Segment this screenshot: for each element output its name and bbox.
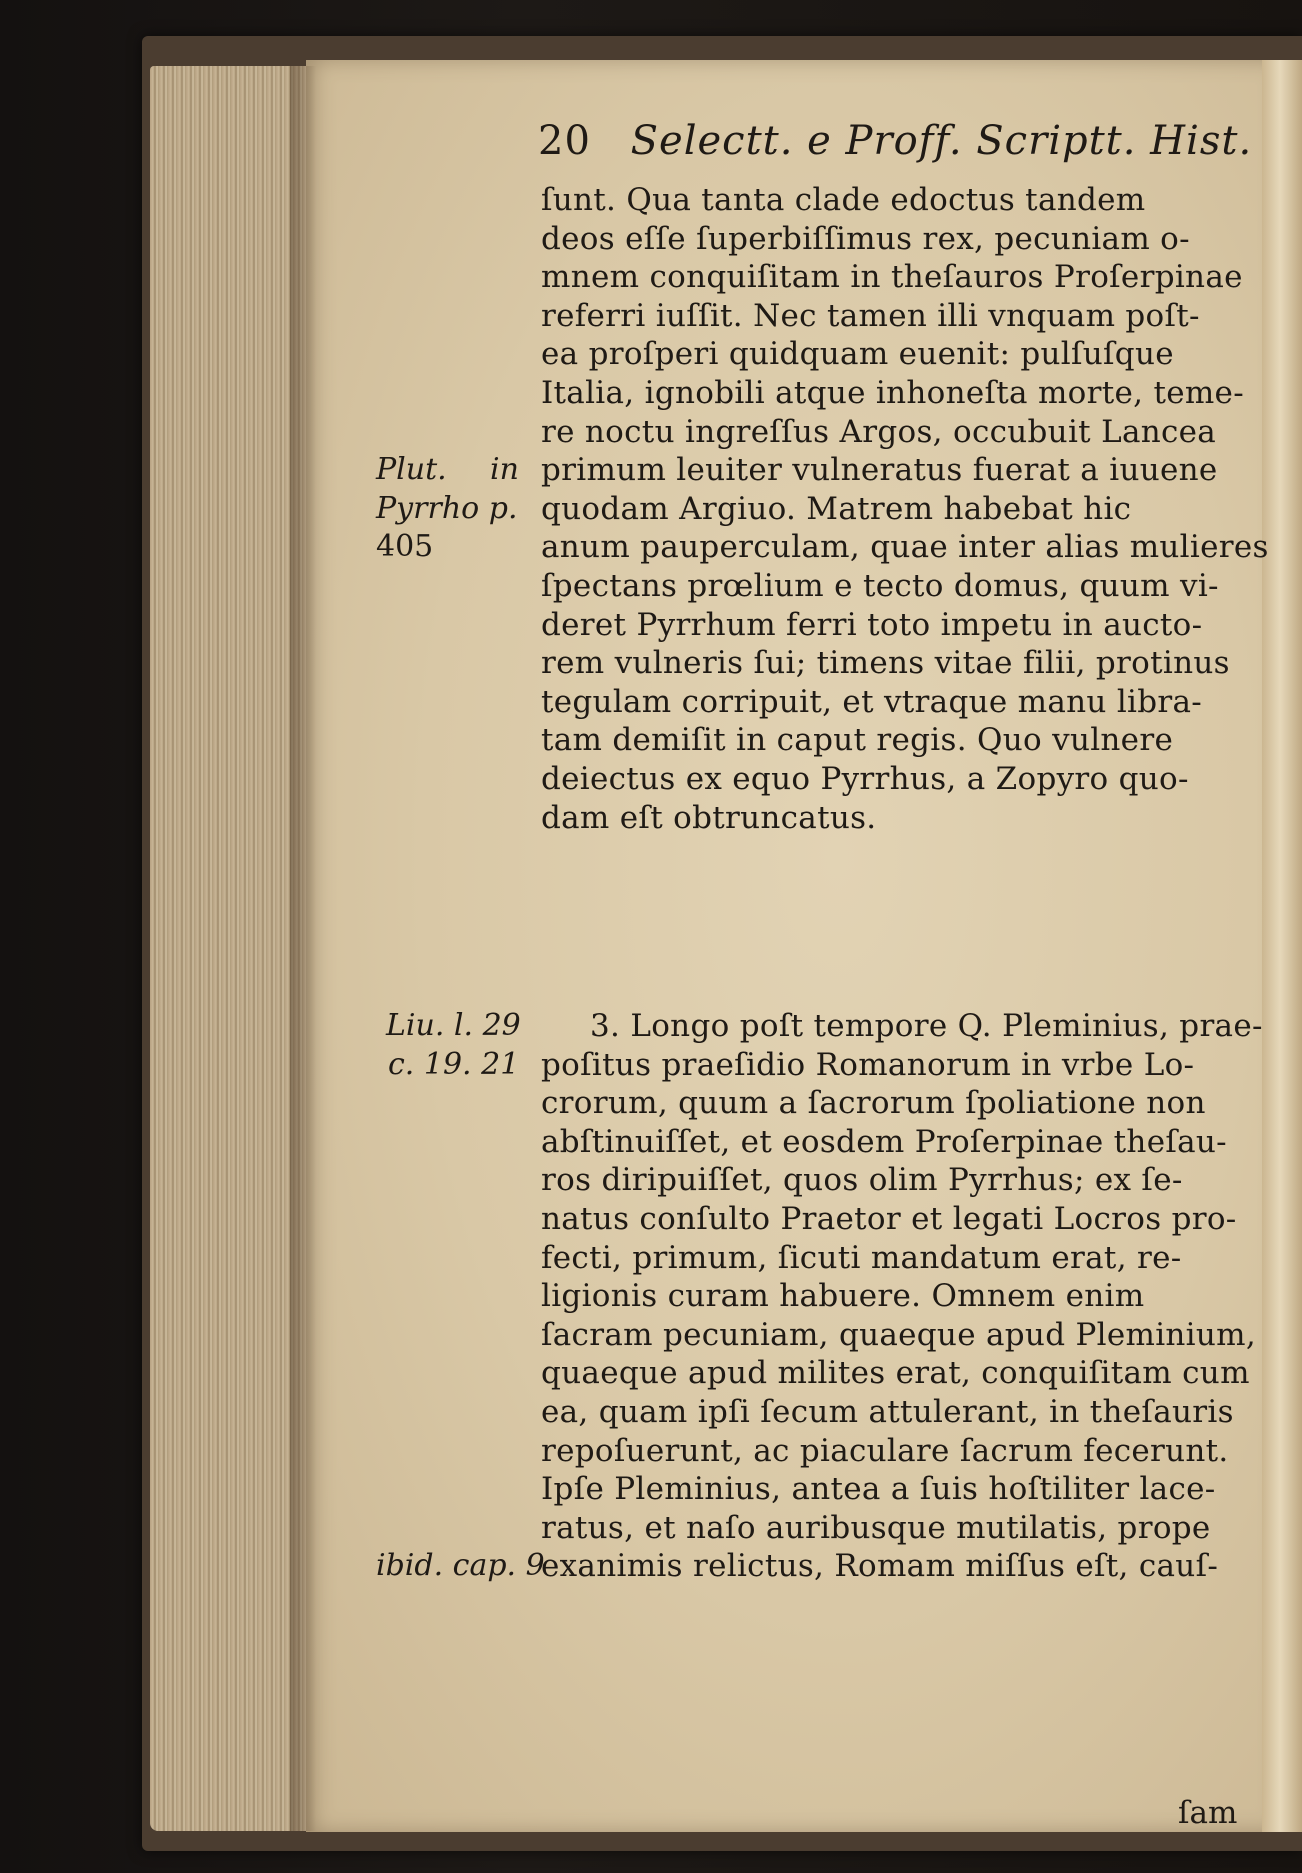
text-line: ſacram pecuniam, quaeque apud Pleminium,: [541, 1316, 1257, 1353]
text-line: ligionis curam habuere. Omnem enim: [541, 1278, 1145, 1315]
text-line: Italia, ignobili atque inhoneſta morte, teme-: [541, 375, 1244, 411]
text-line: primum leuiter vulneratus fuerat a iuuene: [541, 452, 1218, 489]
margin-note: 405: [376, 529, 434, 565]
page-edges: [150, 66, 310, 1831]
text-line: rem vulneris ſui; timens vitae filii, protinus: [541, 645, 1230, 682]
text-line: poſitus praeſidio Romanorum in vrbe Lo-: [541, 1046, 1195, 1083]
text-line: ros diripuiſſet, quos olim Pyrrhus; ex ſe-: [541, 1162, 1183, 1199]
margin-note: ibid. cap. 9: [376, 1548, 545, 1584]
text-line: deret Pyrrhum ferri toto impetu in aucto-: [541, 606, 1203, 643]
text-line: anum pauperculam, quae inter alias mulieres: [541, 529, 1269, 566]
text-line: fecti, primum, ſicuti mandatum erat, re-: [541, 1239, 1182, 1276]
margin-note: c. 19. 21: [388, 1046, 520, 1082]
margin-note: in: [490, 452, 519, 488]
text-line: referri iuſſit. Nec tamen illi vnquam poſt-: [541, 297, 1200, 334]
running-title: Selectt. e Proff. Scriptt. Hist.: [630, 118, 1253, 164]
margin-note: Liu. l. 29: [386, 1008, 521, 1043]
page-number: 20: [538, 118, 591, 164]
text-line: tegulam corripuit, et vtraque manu libra-: [541, 683, 1203, 720]
running-header: [538, 118, 1252, 164]
text-line: crorum, quum a ſacrorum ſpoliatione non: [541, 1085, 1206, 1122]
text-line: mnem conquiſitam in theſauros Proſerpinae: [541, 259, 1243, 296]
text-line: quaeque apud milites erat, conquiſitam cum: [541, 1355, 1250, 1392]
text-line: ea proſperi quidquam euenit: pulſuſque: [541, 336, 1174, 373]
text-line: deos eſſe ſuperbiſſimus rex, pecuniam o-: [541, 220, 1190, 257]
text-line: deiectus ex equo Pyrrhus, a Zopyro quo-: [541, 761, 1189, 797]
margin-note: Plut.: [376, 452, 447, 488]
page-fold: [1262, 60, 1302, 1832]
text-line: quodam Argiuo. Matrem habebat hic: [541, 490, 1132, 527]
text-line: ſunt. Qua tanta clade edoctus tandem: [541, 182, 1146, 218]
text-line: abſtinuiſſet, et eosdem Proſerpinae theſau-: [541, 1123, 1227, 1160]
text-line: ratus, et naſo auribusque mutilatis, prope: [541, 1509, 1211, 1546]
text-line: repoſuerunt, ac piaculare ſacrum fecerunt.: [541, 1432, 1229, 1469]
text-line: tam demiſit in caput regis. Quo vulnere: [541, 722, 1174, 759]
text-line: ea, quam ipſi ſecum attulerant, in theſauris: [541, 1394, 1234, 1430]
text-line: dam eſt obtruncatus.: [541, 799, 877, 836]
text-line: ſpectans prœlium e tecto domus, quum vi-: [541, 568, 1219, 604]
text-line: 3. Longo poſt tempore Q. Pleminius, prae-: [590, 1008, 1263, 1044]
text-line: Ipſe Pleminius, antea a ſuis hoſtiliter lace-: [541, 1471, 1216, 1508]
catchword: ſam: [1178, 1795, 1238, 1831]
margin-note: Pyrrho p.: [376, 490, 518, 526]
text-line: natus conſulto Praetor et legati Locros pro-: [541, 1201, 1237, 1237]
gutter-shadow: [290, 66, 316, 1831]
text-line: exanimis relictus, Romam miſſus eſt, cauſ-: [541, 1548, 1219, 1585]
text-line: re noctu ingreſſus Argos, occubuit Lancea: [541, 413, 1217, 450]
